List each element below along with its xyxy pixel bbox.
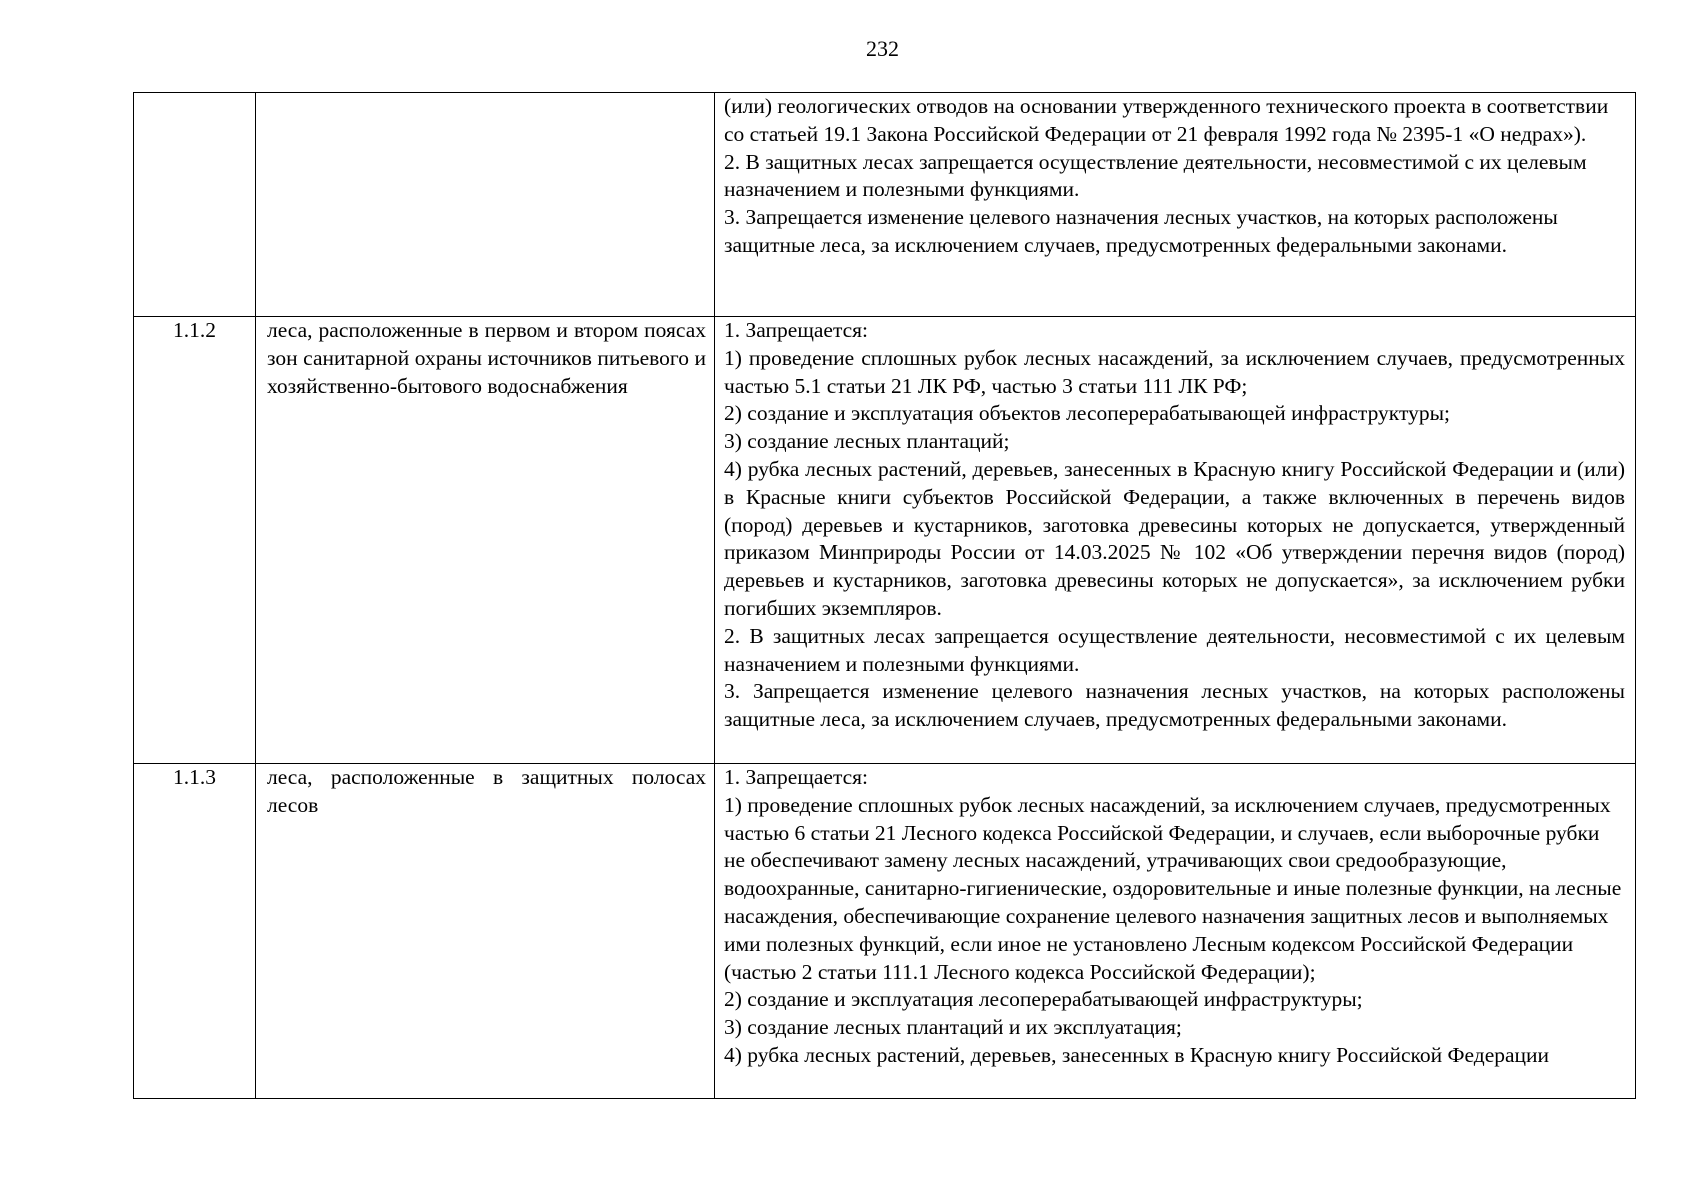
- restriction-paragraph: (или) геологических отводов на основании утвержденного технического проекта в соответствии со статьей 19.1 Закона Российской Федерации от 21 февраля 1992 года № 2395-1 «О недрах»).: [724, 94, 1609, 146]
- restriction-paragraph: 1) проведение сплошных рубок лесных насаждений, за исключением случаев, предусмотренных частью 6 статьи 21 Лесного кодекса Российской Федерации, и случаев, если выборочные рубки не обеспечивают замену лесных насаждений, утрачивающих свои средообразующие, водоохранные, санитарно-гигиенические, оздоровительные и иные полезные функции, на лесные насаждения, обеспечивающие сохранение целевого назначения защитных лесов и выполняемых ими полезных функций, если иное не установлено Лесным кодексом Российской Федерации (частью 2 статьи 111.1 Лесного кодекса Российской Федерации);: [724, 792, 1622, 984]
- restrictions-cell: [715, 317, 1636, 764]
- page-number: 232: [866, 36, 899, 61]
- regulation-table: [133, 92, 1636, 1099]
- row-number-cell: 1.1.3: [134, 764, 256, 1099]
- restriction-paragraph: 1) проведение сплошных рубок лесных насаждений, за исключением случаев, предусмотренных частью 5.1 статьи 21 ЛК РФ, частью 3 статьи 111 ЛК РФ;: [724, 345, 1625, 398]
- restriction-paragraph: 3. Запрещается изменение целевого назначения лесных участков, на которых расположены защитные леса, за исключением случаев, предусмотренных федеральными законами.: [724, 205, 1558, 257]
- forest-category-cell: леса, расположенные в защитных полосах лесов: [256, 764, 715, 1099]
- forest-category-cell: леса, расположенные в первом и втором поясах зон санитарной охраны источников питьевого и хозяйственно-бытового водоснабжения: [256, 317, 715, 764]
- restriction-paragraph: 3. Запрещается изменение целевого назначения лесных участков, на которых расположены защитные леса, за исключением случаев, предусмотренных федеральными законами.: [724, 679, 1625, 732]
- table-row: [134, 317, 1636, 764]
- restriction-paragraph: 1. Запрещается:: [724, 765, 869, 789]
- restriction-paragraph: 2. В защитных лесах запрещается осуществление деятельности, несовместимой с их целевым назначением и полезными функциями.: [724, 149, 1587, 202]
- restriction-paragraph: 4) рубка лесных растений, деревьев, занесенных в Красную книгу Российской Федерации: [724, 1042, 1550, 1067]
- row-number-cell: [134, 93, 256, 317]
- table-row: [134, 93, 1636, 317]
- restrictions-cell: [715, 93, 1636, 317]
- restriction-paragraph: 3) создание лесных плантаций и их эксплуатация;: [724, 1015, 1182, 1040]
- restriction-paragraph: 2. В защитных лесах запрещается осуществление деятельности, несовместимой с их целевым назначением и полезными функциями.: [724, 623, 1625, 676]
- table-row: [134, 764, 1636, 1099]
- row-number-cell: 1.1.2: [134, 317, 256, 764]
- restrictions-cell: [715, 764, 1636, 1099]
- restriction-paragraph: 2) создание и эксплуатация объектов лесоперерабатывающей инфраструктуры;: [724, 401, 1450, 426]
- restriction-paragraph: 4) рубка лесных растений, деревьев, занесенных в Красную книгу Российской Федерации и (или) в Красные книги субъектов Российской Федерации, а также включенных в перечень видов (пород) деревьев и кустарников, заготовка древесины которых не допускается, утвержденный приказом Минприроды России от 14.03.2025 № 102 «Об утверждении перечня видов (пород) деревьев и кустарников, заготовка древесины которых не допускается», за исключением рубки погибших экземпляров.: [724, 456, 1625, 620]
- restriction-paragraph: 2) создание и эксплуатация лесоперерабатывающей инфраструктуры;: [724, 987, 1363, 1012]
- forest-category-cell: [256, 93, 715, 317]
- restriction-paragraph: 3) создание лесных плантаций;: [724, 429, 1010, 454]
- restriction-paragraph: 1. Запрещается:: [724, 318, 869, 342]
